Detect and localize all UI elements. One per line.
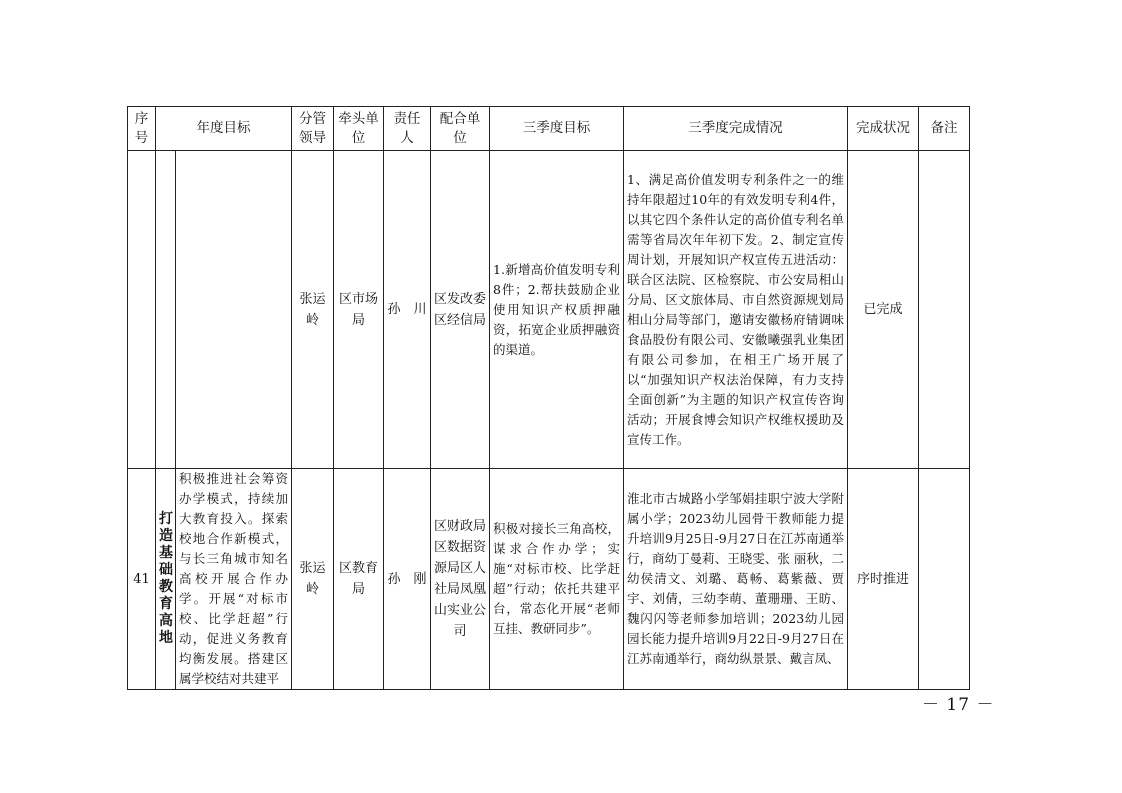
work-plan-table xyxy=(127,106,970,690)
table-row xyxy=(128,469,970,690)
q3-status-cell: 1、满足高价值发明专利条件之一的维持年限超过10年的有效发明专利4件，以其它四个条件认定的高价值专利名单需等省局次年年初下发。2、制定宣传周计划，开展知识产权宣传五进活动：联合区法院、区检察院、市公安局相山分局、区文旅体局、市自然资源规划局相山分局等部门，邀请安徽杨府锖调味食品股份有限公司、安徽曦强乳业集团有限公司参加，在相王广场开展了以“加强知识产权法治保障，有力支持全面创新”为主题的知识产权宣传咨询活动；开展食博会知识产权维权援助及宣传工作。 xyxy=(624,151,848,469)
notes-cell xyxy=(919,469,970,690)
annual-goal-cell: 积极推进社会筹资办学模式，持续加大教育投入。探索校地合作新模式，与长三角城市知名高校开展合作办学。开展“对标市校、比学赶超”行动，促进义务教育均衡发展。搭建区属学校结对共建平 xyxy=(176,469,292,690)
header-coop-unit: 配合单位 xyxy=(431,107,490,151)
notes-cell xyxy=(919,151,970,469)
lead-unit-cell: 区市场局 xyxy=(334,151,384,469)
header-person: 责任人 xyxy=(384,107,431,151)
header-annual-goal: 年度目标 xyxy=(156,107,292,151)
header-q3-status: 三季度完成情况 xyxy=(624,107,848,151)
q3-goal-cell: 积极对接长三角高校，谋求合作办学；实施“对标市校、比学赶超”行动；依托共建平台，常态化开展“老师互挂、教研同步”。 xyxy=(490,469,624,690)
category-text: 打造基础教育高地 xyxy=(159,511,173,646)
leader-cell: 张运岭 xyxy=(292,151,334,469)
seq-cell xyxy=(128,151,156,469)
coop-unit-cell: 区发改委区经信局 xyxy=(431,151,490,469)
header-notes: 备注 xyxy=(919,107,970,151)
category-cell xyxy=(156,469,176,690)
header-lead-unit: 牵头单位 xyxy=(334,107,384,151)
person-cell: 孙 刚 xyxy=(384,469,431,690)
seq-cell: 41 xyxy=(128,469,156,690)
header-seq: 序号 xyxy=(128,107,156,151)
person-cell: 孙 川 xyxy=(384,151,431,469)
header-row xyxy=(128,107,970,151)
q3-status-cell: 淮北市古城路小学邹娟挂职宁波大学附属小学；2023幼儿园骨干教师能力提升培训9月25日-9月27日在江苏南通举行，商幼丁曼莉、王晓雯、张 丽秋，二幼侯清文、刘璐、葛畅、葛紫薇、贾宇、刘倩，三幼李萌、董珊珊、王昉、魏闪闪等老师参加培训；2023幼儿园园长能力提升培训9月22日-9月27日在江苏南通举行，商幼纵景景、戴言凤、 xyxy=(624,469,848,690)
leader-cell: 张运岭 xyxy=(292,469,334,690)
header-completion: 完成状况 xyxy=(848,107,919,151)
q3-goal-cell: 1.新增高价值发明专利8件；2.帮扶鼓励企业使用知识产权质押融资，拓宽企业质押融资的渠道。 xyxy=(490,151,624,469)
header-q3-goal: 三季度目标 xyxy=(490,107,624,151)
page-number: － 17 － xyxy=(922,695,995,715)
lead-unit-cell: 区教育局 xyxy=(334,469,384,690)
coop-unit-cell: 区财政局区数据资源局区人社局凤凰山实业公司 xyxy=(431,469,490,690)
category-cell xyxy=(156,151,176,469)
completion-cell: 序时推进 xyxy=(848,469,919,690)
annual-goal-cell xyxy=(176,151,292,469)
completion-cell: 已完成 xyxy=(848,151,919,469)
header-leader: 分管领导 xyxy=(292,107,334,151)
table-row xyxy=(128,151,970,469)
